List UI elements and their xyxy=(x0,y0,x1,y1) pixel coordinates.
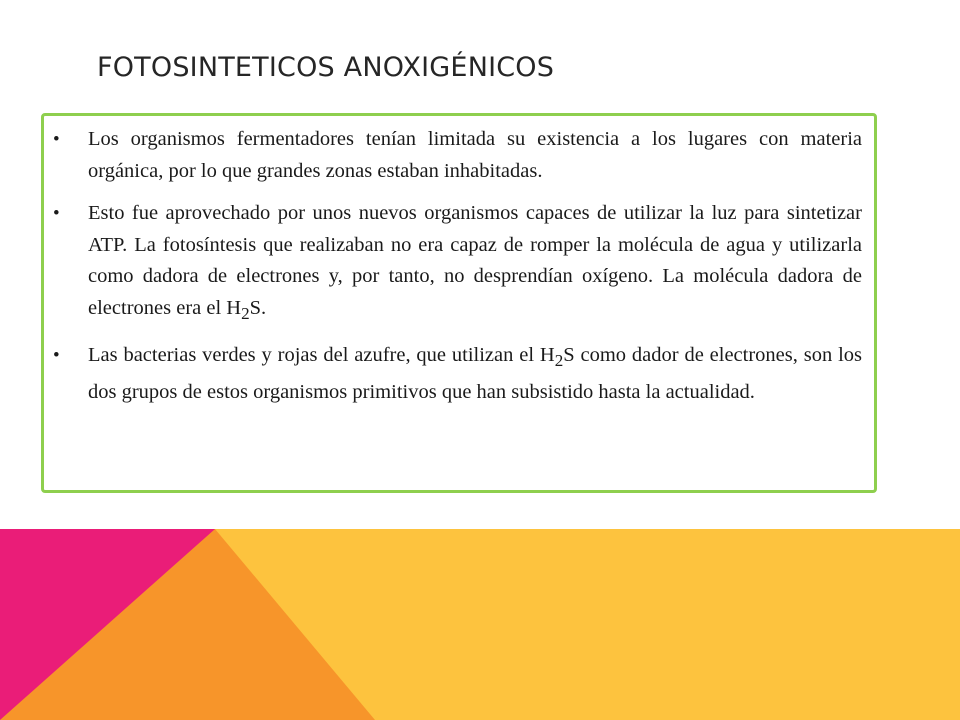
bullet-3-text-end: S como dador de electrones, son los dos grupos de estos organismos primitivos que han subsistido hasta la actualidad. xyxy=(88,344,862,403)
bullet-2-text: Esto fue aprovechado por unos nuevos organismos capaces de utilizar la luz para sintetizar ATP. La fotosíntesis que realizaban no era capaz de romper la molécula de agua y utilizarla como dadora de electrones y, por tanto, no desprendían oxígeno. La molécula dadora de electrones era el H xyxy=(88,202,862,319)
bullet-dot-icon: • xyxy=(53,345,60,367)
subscript-2: 2 xyxy=(554,351,564,371)
bullet-list xyxy=(44,124,874,419)
bottom-decorative-band xyxy=(0,529,960,720)
subscript-2: 2 xyxy=(241,303,250,323)
content-box xyxy=(41,113,877,493)
bullet-dot-icon: • xyxy=(53,203,60,224)
bullet-1-text: Los organismos fermentadores tenían limitada su existencia a los lugares con materia orgánica, por lo que grandes zonas estaban inhabitadas. xyxy=(88,128,862,182)
bullet-2-text-end: S. xyxy=(249,296,267,319)
bullet-3-text: Las bacterias verdes y rojas del azufre, que utilizan el H xyxy=(88,344,555,367)
slide-title: FOTOSINTETICOS ANOXIGÉNICOS xyxy=(97,52,555,83)
bullet-item-3 xyxy=(44,340,874,408)
bullet-dot-icon: • xyxy=(53,129,60,150)
bullet-item-1 xyxy=(44,124,874,187)
decorative-shapes xyxy=(0,529,960,720)
bullet-item-2 xyxy=(44,198,874,329)
